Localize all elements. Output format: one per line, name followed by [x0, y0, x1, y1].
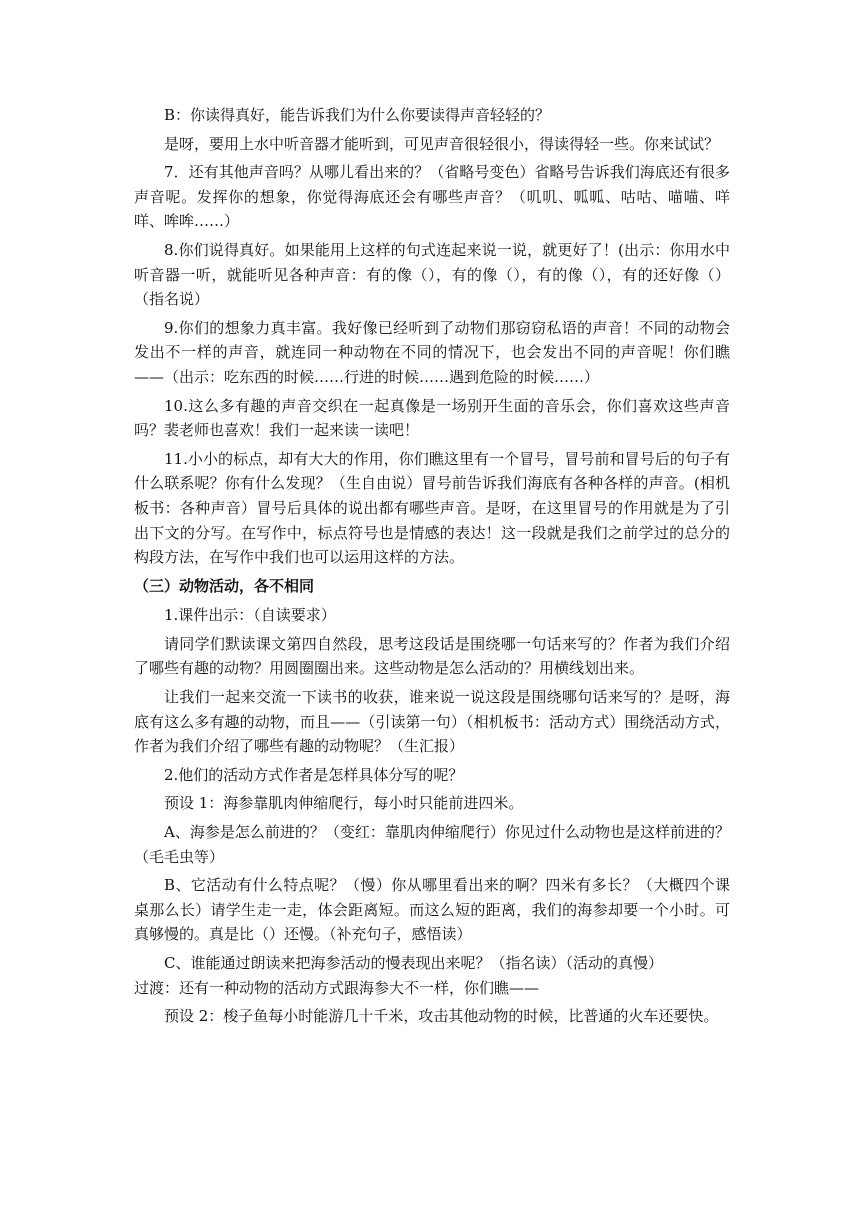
paragraph-a: A、海参是怎么前进的？（变红：靠肌肉伸缩爬行）你见过什么动物也是这样前进的？（毛毛虫等） [134, 823, 730, 866]
paragraph-preset-2: 预设 2：梭子鱼每小时能游几十千米，攻击其他动物的时候，比普通的火车还要快。 [164, 1007, 719, 1026]
paragraph-transition: 过渡：还有一种动物的活动方式跟海参大不一样，你们瞧—— [134, 978, 540, 997]
paragraph-item-9: 9.你们的想象力真丰富。我好像已经听到了动物们那窃窃私语的声音！不同的动物会发出不一样的声音，就连同一种动物在不同的情况下，也会发出不同的声音呢！你们瞧——（出示：吃东西的时候……行进的时候……遇到危险的时候……） [134, 318, 730, 386]
document-page [134, 103, 730, 1033]
paragraph-c: C、谁能通过朗读来把海参活动的慢表现出来呢？（指名读）（活动的真慢） [164, 954, 663, 972]
paragraph-b: B、它活动有什么特点呢？（慢）你从哪里看出来的啊？四米有多长？（大概四个课桌那么长）请学生走一走，体会距离短。而这么短的距离，我们的海参却要一个小时。可真够慢的。真是比（）还慢。（补充句子，感悟读） [134, 876, 730, 944]
paragraph-read-softly: 是呀，要用上水中听音器才能听到，可见声音很轻很小，得读得轻一些。你来试试？ [164, 134, 720, 153]
paragraph-item-8: 8.你们说得真好。如果能用上这样的句式连起来说一说，就更好了！(出示：你用水中听音器一听，就能听见各种声音：有的像（），有的像（），有的像（），有的还好像（）（指名说） [134, 240, 730, 309]
paragraph-courseware: 1.课件出示：（自读要求） [164, 606, 336, 625]
paragraph-item-10: 10.这么多有趣的声音交织在一起真像是一场别开生面的音乐会，你们喜欢这些声音吗？裴老师也喜欢！我们一起来读一读吧！ [134, 396, 730, 440]
paragraph-b-question: B：你读得真好，能告诉我们为什么你要读得声音轻轻的？ [164, 106, 551, 124]
paragraph-item-11: 11.小小的标点，却有大大的作用，你们瞧这里有一个冒号，冒号前和冒号后的句子有什么联系呢？你有什么发现？（生自由说）冒号前告诉我们海底有各种各样的声音。(相机板书：各种声音）冒号后具体的说出都有哪些声音。是呀，在这里冒号的作用就是为了引出下文的分写。在写作中，标点符号也是情感的表达！这一段就是我们之前学过的总分的构段方法，在写作中我们也可以运用这样的方法。 [134, 449, 730, 567]
paragraph-discussion: 让我们一起来交流一下读书的收获，谁来说一说这段是围绕哪句话来写的？是呀，海底有这么多有趣的动物，而且——（引读第一句）（相机板书：活动方式）围绕活动方式，作者为我们介绍了哪些有趣的动物呢？（生汇报） [134, 688, 730, 756]
section-heading: （三）动物活动，各不相同 [134, 576, 315, 595]
paragraph-item-7: 7．还有其他声音吗？从哪儿看出来的？（省略号变色）省略号告诉我们海底还有很多声音呢。发挥你的想象，你觉得海底还会有哪些声音？（叽叽、呱呱、咕咕、喵喵、咩咩、哞哞……） [134, 163, 730, 231]
paragraph-reading-task: 请同学们默读课文第四自然段，思考这段话是围绕哪一句话来写的？作者为我们介绍了哪些有趣的动物？用圆圈圈出来。这些动物是怎么活动的？用横线划出来。 [134, 634, 730, 678]
paragraph-preset-1: 预设 1：海参靠肌肉伸缩爬行，每小时只能前进四米。 [164, 794, 524, 813]
paragraph-item-2: 2.他们的活动方式作者是怎样具体分写的呢？ [164, 765, 464, 784]
